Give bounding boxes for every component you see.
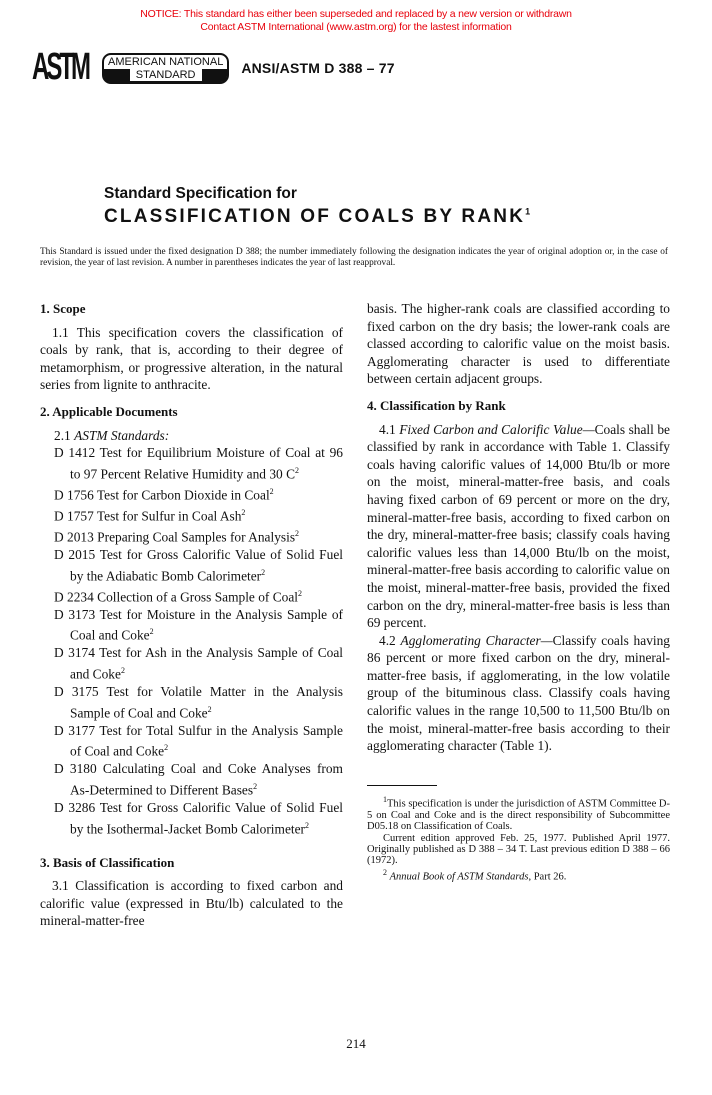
page-number: 214 [346, 1036, 366, 1051]
supersession-notice [0, 8, 712, 34]
title-footnote-ref: 1 [525, 206, 531, 217]
section-1-1-paragraph: 1.1 This specification covers the classification of coals by rank, that is, according to their degree of metamorphism, or progressive alteration, in the natural series from lignite to anthracite. [40, 324, 343, 393]
document-title [104, 206, 530, 228]
list-item: D 3175 Test for Volatile Matter in the Analysis Sample of Coal and Coke$^2$ [54, 684, 343, 721]
list-item: D 1756 Test for Carbon Dioxide in Coal$^2$ [54, 486, 274, 503]
document-header [32, 46, 395, 90]
issuance-note: This Standard is issued under the fixed designation D 388; the number immediately following the designation indicates the year of original adoption or, in the case of revision, the year of last revision. A number in parentheses indicates the year of last reapproval. [40, 247, 668, 268]
document-subtitle: Standard Specification for [104, 185, 297, 202]
section-3-1-paragraph-start: 3.1 Classification is according to fixed carbon and calorific value (expressed in Btu/lb) calculated to the mineral-matter-free [40, 878, 343, 929]
badge-line-2: STANDARD [130, 69, 202, 81]
section-1-heading: 1. Scope [40, 301, 86, 316]
section-2-1-title: ASTM Standards: [74, 427, 170, 443]
section-2-1-number: 2.1 [54, 427, 71, 443]
section-2-1-heading [40, 427, 343, 445]
badge-line-1: AMERICAN NATIONAL [108, 55, 224, 68]
section-4-1-paragraph: 4.1 Fixed Carbon and Calorific Value—Coals shall be classified by rank in accordance with Table 1. Classify coals having calorific values of 14,000 Btu/lb or more on the moist, mineral-matter-free basis, and coals having fixed carbon of 69 percent or more on the dry, mineral-matter-free basis, according to fixed carbon on the dry, mineral-matter-free basis; classify coals having calorific values less than 14,000 Btu/lb on the moist, mineral-matter-free basis according to calorific value on the moist, mineral-matter-free basis, provided the fixed carbon on the dry, mineral-matter-free basis is less than 69 percent. [367, 421, 670, 631]
list-item: D 2234 Collection of a Gross Sample of Coal$^2$ [54, 588, 302, 605]
section-4-1-title: Fixed Carbon and Calorific Value— [399, 421, 595, 437]
footnote-divider [367, 785, 437, 786]
american-national-standard-badge [102, 53, 229, 84]
list-item: D 3286 Test for Gross Calorific Value of Solid Fuel by the Isothermal-Jacket Bomb Calorimeter$^2$ [54, 800, 343, 837]
list-item: D 2013 Preparing Coal Samples for Analysis$^2$ [54, 528, 300, 545]
section-4-2-title: Agglomerating Character— [400, 632, 553, 648]
list-item: D 2015 Test for Gross Calorific Value of Solid Fuel by the Adiabatic Bomb Calorimeter$^2$ [54, 547, 343, 584]
list-item: D 3180 Calculating Coal and Coke Analyses from As-Determined to Different Bases$^2$ [54, 761, 343, 798]
title-text: CLASSIFICATION OF COALS BY RANK [104, 206, 526, 227]
list-item: D 3173 Test for Moisture in the Analysis Sample of Coal and Coke$^2$ [54, 606, 343, 643]
astm-logo-icon: ASTM [32, 45, 88, 89]
right-column [367, 300, 670, 883]
footnote-2: $^2$ Annual Book of ASTM Standards, Part 26. [383, 867, 567, 883]
section-4-heading: 4. Classification by Rank [367, 397, 506, 413]
list-item: D 1757 Test for Sulfur in Coal Ash$^2$ [54, 507, 246, 524]
section-4-2-paragraph: 4.2 Agglomerating Character—Classify coals having 86 percent or more fixed carbon on the dry, mineral-matter-free basis, if agglomerating, in the low volatile group of the bituminous class. Classify coals having calorific values in the range 10,500 to 11,500 Btu/lb on the moist, mineral-matter-free basis according to their agglomerating character (Table 1). [367, 632, 671, 754]
section-3-1-paragraph-continued: basis. The higher-rank coals are classified according to fixed carbon on the dry basis; the lower-rank coals are classed according to calorific value on the moist basis. Agglomerating character is used to differentiate between certain adjacent groups. [367, 301, 670, 387]
notice-line-1: NOTICE: This standard has either been superseded and replaced by a new version or withdrawn [140, 8, 572, 20]
list-item: D 3177 Test for Total Sulfur in the Analysis Sample of Coal and Coke$^2$ [54, 722, 343, 759]
list-item: D 3174 Test for Ash in the Analysis Sample of Coal and Coke$^2$ [54, 645, 343, 682]
section-3-heading: 3. Basis of Classification [40, 854, 175, 870]
footnote-1: $^1$This specification is under the jurisdiction of ASTM Committee D-5 on Coal and Coke and is the direct responsibility of Subcommittee D05.18 on Classification of Coals. [367, 794, 670, 833]
section-2-heading: 2. Applicable Documents [40, 403, 178, 419]
footnote-1-edition: Current edition approved Feb. 25, 1977. Published April 1977. Originally published as D 388 – 34 T. Last previous edition D 388 – 66 (1972). [367, 832, 670, 867]
notice-line-2: Contact ASTM International (www.astm.org) for the lastest information [200, 21, 512, 33]
referenced-standards-list [40, 444, 343, 838]
designation: ANSI/ASTM D 388 – 77 [241, 60, 395, 76]
list-item: D 1412 Test for Equilibrium Moisture of Coal at 96 to 97 Percent Relative Humidity and 30 C$^2$ [54, 445, 343, 482]
left-column [40, 300, 343, 930]
